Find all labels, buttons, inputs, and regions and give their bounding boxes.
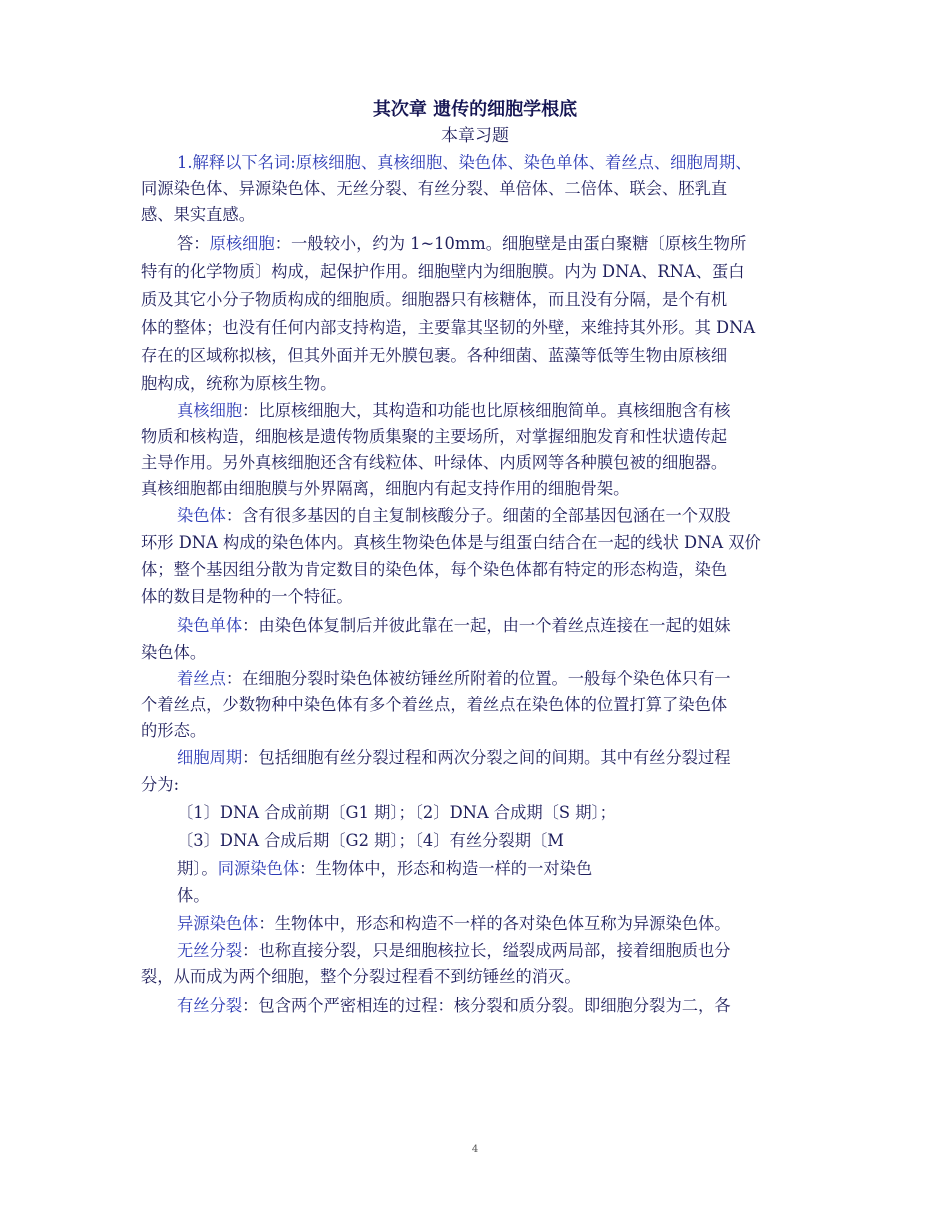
paragraph-line: 〔3〕DNA 合成后期〔G2 期〕；〔4〕有丝分裂期〔M (177, 831, 564, 850)
paragraph-line: 特有的化学物质〕构成，起保护作用。细胞壁内为细胞膜。内为 DNA、RNA、蛋白 (141, 262, 745, 281)
paragraph-line: 着丝点：在细胞分裂时染色体被纺锤丝所附着的位置。一般每个染色体只有一 (177, 669, 731, 688)
paragraph-line: 染色单体：由染色体复制后并彼此靠在一起，由一个着丝点连接在一起的姐妹 (177, 616, 731, 635)
section-subtitle: 本章习题 (441, 126, 509, 146)
paragraph-line: 存在的区域称拟核，但其外面并无外膜包裹。各种细菌、蓝藻等低等生物由原核细 (141, 346, 728, 365)
paragraph-line: 胞构成，统称为原核生物。 (141, 374, 337, 393)
term-amitosis: 无丝分裂 (177, 941, 243, 960)
term-prokaryote: 原核细胞 (209, 234, 275, 253)
paragraph-line: 期〕。同源染色体：生物体中，形态和构造一样的一对染色 (177, 859, 593, 878)
paragraph-line: 体的整体；也没有任何内部支持构造，主要靠其坚韧的外壁，来维持其外形。其 DNA (141, 318, 756, 337)
term-chromosome: 染色体 (177, 506, 226, 525)
paragraph-line: 质及其它小分子物质构成的细胞质。细胞器只有核糖体，而且没有分隔，是个有机 (141, 290, 728, 309)
page-number: 4 (471, 1144, 479, 1155)
paragraph-line: 体。 (177, 886, 210, 905)
paragraph-line: 答：原核细胞：一般较小，约为 1~10mm。细胞壁是由蛋白聚糖〔原核生物所 (177, 234, 747, 253)
paragraph-line: 有丝分裂：包含两个严密相连的过程：核分裂和质分裂。即细胞分裂为二，各 (177, 996, 731, 1015)
paragraph-line: 个着丝点，少数物种中染色体有多个着丝点，着丝点在染色体的位置打算了染色体 (141, 695, 728, 714)
paragraph-line: 体的数目是物种的一个特征。 (141, 587, 353, 606)
paragraph-line: 主导作用。另外真核细胞还含有线粒体、叶绿体、内质网等各种膜包被的细胞器。 (141, 453, 728, 472)
term-heterologous: 异源染色体 (177, 914, 259, 933)
paragraph-line: 染色体：含有很多基因的自主复制核酸分子。细菌的全部基因包涵在一个双股 (177, 506, 731, 525)
paragraph-line: 细胞周期：包括细胞有丝分裂过程和两次分裂之间的间期。其中有丝分裂过程 (177, 748, 731, 767)
paragraph-line: 染色体。 (141, 643, 207, 662)
question-line: 同源染色体、异源染色体、无丝分裂、有丝分裂、单倍体、二倍体、联会、胚乳直 (141, 179, 728, 198)
term-chromatid: 染色单体 (177, 616, 243, 635)
term-eukaryote: 真核细胞 (177, 401, 243, 420)
term-centromere: 着丝点 (177, 669, 226, 688)
paragraph-line: 真核细胞都由细胞膜与外界隔离，细胞内有起支持作用的细胞骨架。 (141, 479, 630, 498)
paragraph-line: 裂，从而成为两个细胞，整个分裂过程看不到纺锤丝的消灭。 (141, 967, 581, 986)
paragraph-line: 体；整个基因组分散为肯定数目的染色体，每个染色体都有特定的形态构造，染色 (141, 560, 728, 579)
question-line: 1.解释以下名词:原核细胞、真核细胞、染色体、染色单体、着丝点、细胞周期、 (177, 153, 752, 172)
paragraph-line: 物质和核构造，细胞核是遗传物质集聚的主要场所，对掌握细胞发育和性状遗传起 (141, 427, 728, 446)
paragraph-line: 环形 DNA 构成的染色体内。真核生物染色体是与组蛋白结合在一起的线状 DNA 双价 (141, 533, 761, 552)
paragraph-line: 异源染色体：生物体中，形态和构造不一样的各对染色体互称为异源染色体。 (177, 914, 731, 933)
chapter-title: 其次章 遗传的细胞学根底 (372, 99, 578, 120)
paragraph-line: 分为: (141, 775, 180, 794)
paragraph-line: 真核细胞：比原核细胞大，其构造和功能也比原核细胞简单。真核细胞含有核 (177, 401, 731, 420)
term-mitosis: 有丝分裂 (177, 996, 243, 1015)
paragraph-line: 无丝分裂：也称直接分裂，只是细胞核拉长，缢裂成两局部，接着细胞质也分 (177, 941, 731, 960)
question-line: 感、果实直感。 (141, 205, 255, 224)
term-cell-cycle: 细胞周期 (177, 748, 243, 767)
paragraph-line: 〔1〕DNA 合成前期〔G1 期〕；〔2〕DNA 合成期〔S 期〕； (177, 803, 616, 822)
term-homologous: 同源染色体 (217, 859, 300, 878)
paragraph-line: 的形态。 (141, 721, 207, 740)
